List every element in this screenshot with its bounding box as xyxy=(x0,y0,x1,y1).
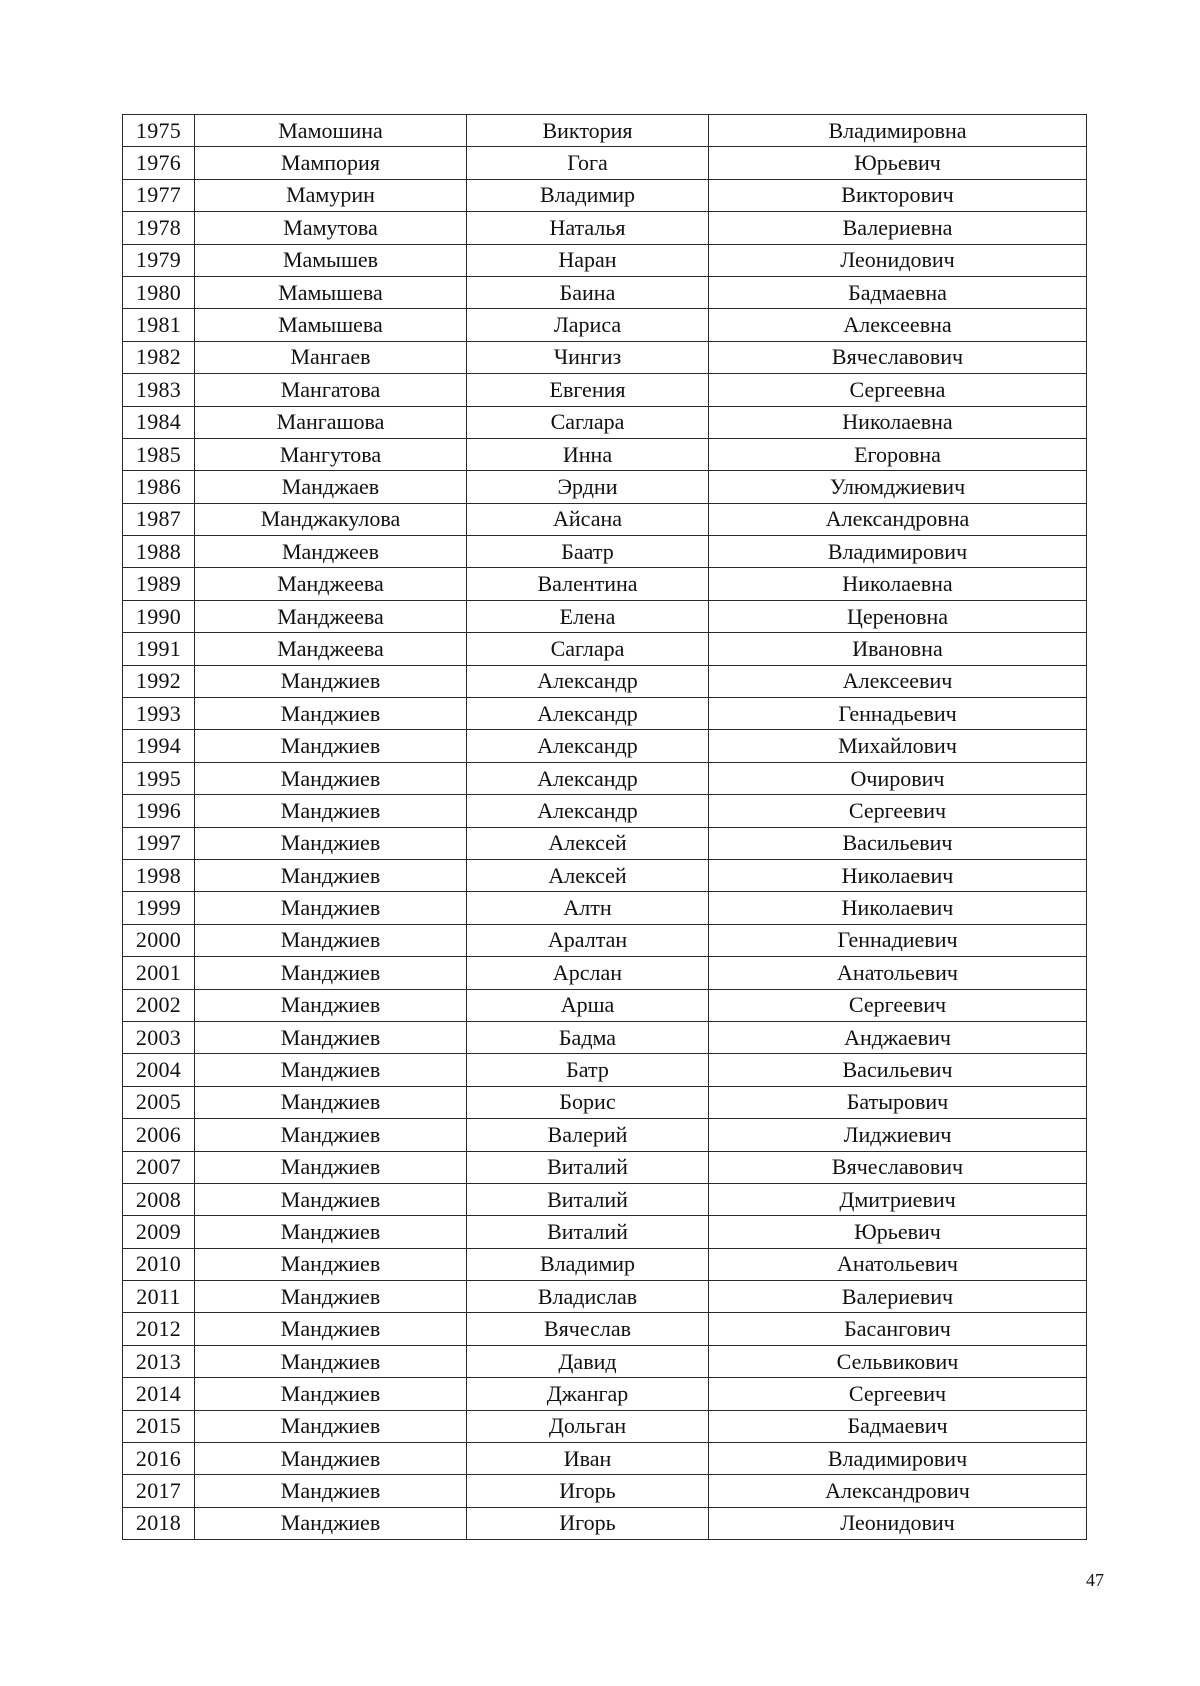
patronymic-cell: Юрьевич xyxy=(709,147,1087,179)
first-name-cell: Алексей xyxy=(467,827,709,859)
patronymic-cell: Валериевич xyxy=(709,1281,1087,1313)
first-name-cell: Вячеслав xyxy=(467,1313,709,1345)
last-name-cell: Манджеев xyxy=(195,536,467,568)
table-row xyxy=(123,1313,1087,1345)
table-row xyxy=(123,1054,1087,1086)
row-number-cell: 2011 xyxy=(123,1281,195,1313)
row-number-cell: 1989 xyxy=(123,568,195,600)
patronymic-cell: Сергеевна xyxy=(709,374,1087,406)
last-name-cell: Манджиев xyxy=(195,859,467,891)
patronymic-cell: Очирович xyxy=(709,762,1087,794)
last-name-cell: Манджеева xyxy=(195,633,467,665)
table-row xyxy=(123,406,1087,438)
last-name-cell: Манджиев xyxy=(195,795,467,827)
last-name-cell: Манджиев xyxy=(195,1313,467,1345)
first-name-cell: Саглара xyxy=(467,633,709,665)
first-name-cell: Виктория xyxy=(467,115,709,147)
first-name-cell: Бадма xyxy=(467,1021,709,1053)
last-name-cell: Манджиев xyxy=(195,1443,467,1475)
page-number: 47 xyxy=(1086,1570,1104,1590)
table-row xyxy=(123,1378,1087,1410)
patronymic-cell: Анджаевич xyxy=(709,1021,1087,1053)
row-number-cell: 1992 xyxy=(123,665,195,697)
table-row xyxy=(123,795,1087,827)
patronymic-cell: Сергеевич xyxy=(709,1378,1087,1410)
first-name-cell: Аралтан xyxy=(467,924,709,956)
first-name-cell: Александр xyxy=(467,795,709,827)
table-row xyxy=(123,244,1087,276)
table-row xyxy=(123,1248,1087,1280)
first-name-cell: Алтн xyxy=(467,892,709,924)
first-name-cell: Александр xyxy=(467,730,709,762)
first-name-cell: Давид xyxy=(467,1345,709,1377)
row-number-cell: 2018 xyxy=(123,1507,195,1539)
patronymic-cell: Николаевна xyxy=(709,406,1087,438)
first-name-cell: Эрдни xyxy=(467,471,709,503)
first-name-cell: Батр xyxy=(467,1054,709,1086)
last-name-cell: Манджиев xyxy=(195,762,467,794)
patronymic-cell: Дмитриевич xyxy=(709,1183,1087,1215)
table-row xyxy=(123,762,1087,794)
table-row xyxy=(123,698,1087,730)
row-number-cell: 2013 xyxy=(123,1345,195,1377)
row-number-cell: 1982 xyxy=(123,341,195,373)
patronymic-cell: Вячеславович xyxy=(709,1151,1087,1183)
row-number-cell: 1977 xyxy=(123,179,195,211)
patronymic-cell: Цереновна xyxy=(709,600,1087,632)
first-name-cell: Лариса xyxy=(467,309,709,341)
patronymic-cell: Александрович xyxy=(709,1475,1087,1507)
last-name-cell: Мамошина xyxy=(195,115,467,147)
last-name-cell: Мамутова xyxy=(195,212,467,244)
patronymic-cell: Васильевич xyxy=(709,1054,1087,1086)
last-name-cell: Манджиев xyxy=(195,1475,467,1507)
first-name-cell: Гога xyxy=(467,147,709,179)
row-number-cell: 1978 xyxy=(123,212,195,244)
table-row xyxy=(123,1216,1087,1248)
last-name-cell: Манджиев xyxy=(195,1119,467,1151)
row-number-cell: 2001 xyxy=(123,957,195,989)
row-number-cell: 1997 xyxy=(123,827,195,859)
patronymic-cell: Геннадьевич xyxy=(709,698,1087,730)
patronymic-cell: Алексеевна xyxy=(709,309,1087,341)
first-name-cell: Елена xyxy=(467,600,709,632)
last-name-cell: Мангутова xyxy=(195,438,467,470)
row-number-cell: 2000 xyxy=(123,924,195,956)
patronymic-cell: Александровна xyxy=(709,503,1087,535)
table-row xyxy=(123,1021,1087,1053)
row-number-cell: 1987 xyxy=(123,503,195,535)
names-table-body xyxy=(123,115,1087,1540)
table-row xyxy=(123,1183,1087,1215)
row-number-cell: 1983 xyxy=(123,374,195,406)
first-name-cell: Борис xyxy=(467,1086,709,1118)
last-name-cell: Манджаев xyxy=(195,471,467,503)
row-number-cell: 1980 xyxy=(123,276,195,308)
last-name-cell: Манджиев xyxy=(195,1054,467,1086)
names-table xyxy=(122,114,1087,1540)
table-row xyxy=(123,1443,1087,1475)
last-name-cell: Манджиев xyxy=(195,827,467,859)
patronymic-cell: Сергеевич xyxy=(709,795,1087,827)
last-name-cell: Манджиев xyxy=(195,730,467,762)
patronymic-cell: Улюмджиевич xyxy=(709,471,1087,503)
row-number-cell: 1988 xyxy=(123,536,195,568)
row-number-cell: 1975 xyxy=(123,115,195,147)
table-row xyxy=(123,115,1087,147)
table-row xyxy=(123,1119,1087,1151)
first-name-cell: Владислав xyxy=(467,1281,709,1313)
row-number-cell: 2008 xyxy=(123,1183,195,1215)
patronymic-cell: Николаевна xyxy=(709,568,1087,600)
patronymic-cell: Бадмаевна xyxy=(709,276,1087,308)
patronymic-cell: Валериевна xyxy=(709,212,1087,244)
table-row xyxy=(123,309,1087,341)
row-number-cell: 1986 xyxy=(123,471,195,503)
last-name-cell: Мангаев xyxy=(195,341,467,373)
table-row xyxy=(123,503,1087,535)
last-name-cell: Мангатова xyxy=(195,374,467,406)
last-name-cell: Мамышева xyxy=(195,276,467,308)
first-name-cell: Арслан xyxy=(467,957,709,989)
last-name-cell: Манджиев xyxy=(195,1507,467,1539)
first-name-cell: Евгения xyxy=(467,374,709,406)
last-name-cell: Манджиев xyxy=(195,1281,467,1313)
first-name-cell: Наталья xyxy=(467,212,709,244)
row-number-cell: 2006 xyxy=(123,1119,195,1151)
table-row xyxy=(123,924,1087,956)
patronymic-cell: Васильевич xyxy=(709,827,1087,859)
first-name-cell: Наран xyxy=(467,244,709,276)
patronymic-cell: Анатольевич xyxy=(709,1248,1087,1280)
row-number-cell: 2015 xyxy=(123,1410,195,1442)
patronymic-cell: Бадмаевич xyxy=(709,1410,1087,1442)
last-name-cell: Манджиев xyxy=(195,1345,467,1377)
row-number-cell: 1994 xyxy=(123,730,195,762)
table-row xyxy=(123,1507,1087,1539)
row-number-cell: 1984 xyxy=(123,406,195,438)
row-number-cell: 2005 xyxy=(123,1086,195,1118)
row-number-cell: 1995 xyxy=(123,762,195,794)
table-row xyxy=(123,892,1087,924)
first-name-cell: Виталий xyxy=(467,1183,709,1215)
patronymic-cell: Николаевич xyxy=(709,892,1087,924)
row-number-cell: 1999 xyxy=(123,892,195,924)
last-name-cell: Манджиев xyxy=(195,1183,467,1215)
row-number-cell: 2002 xyxy=(123,989,195,1021)
table-row xyxy=(123,147,1087,179)
row-number-cell: 2014 xyxy=(123,1378,195,1410)
row-number-cell: 1985 xyxy=(123,438,195,470)
table-row xyxy=(123,536,1087,568)
row-number-cell: 1976 xyxy=(123,147,195,179)
last-name-cell: Манджиев xyxy=(195,957,467,989)
last-name-cell: Манджиев xyxy=(195,1086,467,1118)
last-name-cell: Манджиев xyxy=(195,1410,467,1442)
first-name-cell: Валентина xyxy=(467,568,709,600)
table-row xyxy=(123,859,1087,891)
patronymic-cell: Владимировна xyxy=(709,115,1087,147)
last-name-cell: Манджиев xyxy=(195,698,467,730)
patronymic-cell: Владимирович xyxy=(709,536,1087,568)
first-name-cell: Александр xyxy=(467,665,709,697)
table-row xyxy=(123,212,1087,244)
patronymic-cell: Николаевич xyxy=(709,859,1087,891)
first-name-cell: Дольган xyxy=(467,1410,709,1442)
patronymic-cell: Анатольевич xyxy=(709,957,1087,989)
table-row xyxy=(123,1281,1087,1313)
row-number-cell: 1998 xyxy=(123,859,195,891)
row-number-cell: 2009 xyxy=(123,1216,195,1248)
first-name-cell: Игорь xyxy=(467,1507,709,1539)
last-name-cell: Манджиев xyxy=(195,989,467,1021)
first-name-cell: Виталий xyxy=(467,1216,709,1248)
row-number-cell: 1979 xyxy=(123,244,195,276)
last-name-cell: Манджиев xyxy=(195,1248,467,1280)
patronymic-cell: Лиджиевич xyxy=(709,1119,1087,1151)
patronymic-cell: Ивановна xyxy=(709,633,1087,665)
row-number-cell: 1991 xyxy=(123,633,195,665)
row-number-cell: 2016 xyxy=(123,1443,195,1475)
row-number-cell: 2004 xyxy=(123,1054,195,1086)
patronymic-cell: Сергеевич xyxy=(709,989,1087,1021)
first-name-cell: Александр xyxy=(467,698,709,730)
patronymic-cell: Викторович xyxy=(709,179,1087,211)
table-row xyxy=(123,341,1087,373)
table-row xyxy=(123,1410,1087,1442)
table-row xyxy=(123,633,1087,665)
last-name-cell: Манджиев xyxy=(195,1216,467,1248)
patronymic-cell: Леонидович xyxy=(709,1507,1087,1539)
table-row xyxy=(123,471,1087,503)
first-name-cell: Алексей xyxy=(467,859,709,891)
patronymic-cell: Вячеславович xyxy=(709,341,1087,373)
table-row xyxy=(123,1151,1087,1183)
row-number-cell: 2010 xyxy=(123,1248,195,1280)
table-row xyxy=(123,179,1087,211)
last-name-cell: Манджиев xyxy=(195,1378,467,1410)
patronymic-cell: Владимирович xyxy=(709,1443,1087,1475)
table-row xyxy=(123,1475,1087,1507)
table-row xyxy=(123,827,1087,859)
table-row xyxy=(123,957,1087,989)
last-name-cell: Мангашова xyxy=(195,406,467,438)
patronymic-cell: Михайлович xyxy=(709,730,1087,762)
patronymic-cell: Егоровна xyxy=(709,438,1087,470)
first-name-cell: Иван xyxy=(467,1443,709,1475)
first-name-cell: Чингиз xyxy=(467,341,709,373)
first-name-cell: Александр xyxy=(467,762,709,794)
first-name-cell: Владимир xyxy=(467,1248,709,1280)
table-row xyxy=(123,989,1087,1021)
table-row xyxy=(123,730,1087,762)
row-number-cell: 2012 xyxy=(123,1313,195,1345)
last-name-cell: Мампория xyxy=(195,147,467,179)
first-name-cell: Саглара xyxy=(467,406,709,438)
first-name-cell: Валерий xyxy=(467,1119,709,1151)
patronymic-cell: Леонидович xyxy=(709,244,1087,276)
last-name-cell: Манджакулова xyxy=(195,503,467,535)
row-number-cell: 2007 xyxy=(123,1151,195,1183)
first-name-cell: Виталий xyxy=(467,1151,709,1183)
table-row xyxy=(123,374,1087,406)
last-name-cell: Манджиев xyxy=(195,924,467,956)
patronymic-cell: Басангович xyxy=(709,1313,1087,1345)
first-name-cell: Айсана xyxy=(467,503,709,535)
patronymic-cell: Геннадиевич xyxy=(709,924,1087,956)
last-name-cell: Манджиев xyxy=(195,892,467,924)
table-row xyxy=(123,438,1087,470)
last-name-cell: Манджиев xyxy=(195,1021,467,1053)
table-row xyxy=(123,665,1087,697)
table-row xyxy=(123,568,1087,600)
table-row xyxy=(123,276,1087,308)
table-row xyxy=(123,1086,1087,1118)
patronymic-cell: Алексеевич xyxy=(709,665,1087,697)
last-name-cell: Мамышев xyxy=(195,244,467,276)
table-row xyxy=(123,1345,1087,1377)
last-name-cell: Мамышева xyxy=(195,309,467,341)
first-name-cell: Баатр xyxy=(467,536,709,568)
last-name-cell: Манджеева xyxy=(195,568,467,600)
patronymic-cell: Батырович xyxy=(709,1086,1087,1118)
row-number-cell: 1981 xyxy=(123,309,195,341)
first-name-cell: Владимир xyxy=(467,179,709,211)
last-name-cell: Манджиев xyxy=(195,665,467,697)
row-number-cell: 2003 xyxy=(123,1021,195,1053)
row-number-cell: 2017 xyxy=(123,1475,195,1507)
patronymic-cell: Юрьевич xyxy=(709,1216,1087,1248)
last-name-cell: Манджиев xyxy=(195,1151,467,1183)
row-number-cell: 1996 xyxy=(123,795,195,827)
row-number-cell: 1990 xyxy=(123,600,195,632)
table-row xyxy=(123,600,1087,632)
last-name-cell: Мамурин xyxy=(195,179,467,211)
row-number-cell: 1993 xyxy=(123,698,195,730)
first-name-cell: Джангар xyxy=(467,1378,709,1410)
patronymic-cell: Сельвикович xyxy=(709,1345,1087,1377)
first-name-cell: Инна xyxy=(467,438,709,470)
last-name-cell: Манджеева xyxy=(195,600,467,632)
first-name-cell: Баина xyxy=(467,276,709,308)
first-name-cell: Игорь xyxy=(467,1475,709,1507)
first-name-cell: Арша xyxy=(467,989,709,1021)
